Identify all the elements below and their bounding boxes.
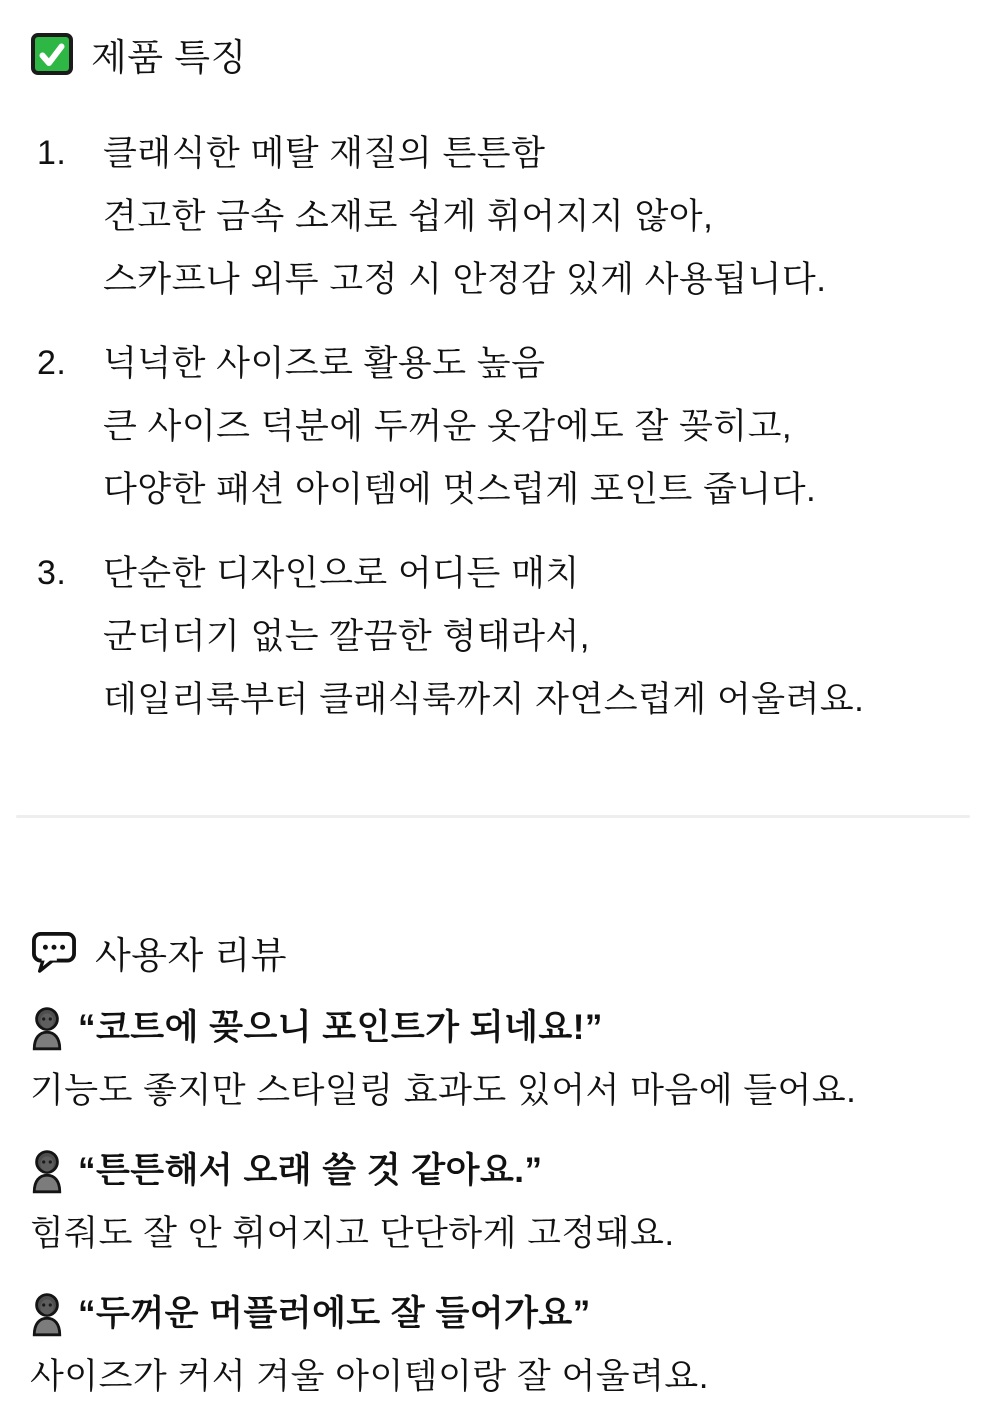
review-item — [30, 1139, 970, 1265]
features-heading — [30, 30, 970, 78]
features-heading-label: 제품 특징 — [91, 37, 247, 78]
reviews-heading-label: 사용자 리뷰 — [95, 935, 287, 976]
feature-title: 넉넉한 사이즈로 활용도 높음 — [103, 344, 546, 383]
bust-in-silhouette-icon — [30, 1148, 64, 1194]
feature-title: 클래식한 메탈 재질의 튼튼함 — [103, 134, 546, 173]
review-quote-row — [30, 996, 970, 1059]
feature-title: 단순한 디자인으로 어디든 매치 — [103, 554, 580, 593]
review-item — [30, 1282, 970, 1408]
reviews-body — [30, 996, 970, 1408]
feature-detail-line: 군더더기 없는 깔끔한 형태라서, — [103, 617, 590, 656]
review-item — [30, 996, 970, 1122]
feature-item — [30, 542, 970, 731]
bust-in-silhouette-icon — [30, 1291, 64, 1337]
feature-detail-line: 스카프나 외투 고정 시 안정감 있게 사용됩니다. — [103, 260, 827, 299]
feature-number: 1. — [37, 134, 67, 172]
reviews-heading — [30, 928, 970, 976]
review-quote-row — [30, 1139, 970, 1202]
speech-balloon-icon — [30, 931, 78, 973]
review-comment: 사이즈가 커서 겨울 아이템이랑 잘 어울려요. — [30, 1357, 709, 1396]
feature-detail-line: 다양한 패션 아이템에 멋스럽게 포인트 줍니다. — [103, 470, 817, 509]
feature-number: 2. — [37, 344, 67, 382]
bust-in-silhouette-icon — [30, 1005, 64, 1051]
feature-item — [30, 122, 970, 311]
feature-detail-line: 큰 사이즈 덕분에 두꺼운 옷감에도 잘 꽂히고, — [103, 407, 793, 446]
review-quote-row — [30, 1282, 970, 1345]
feature-number: 3. — [37, 554, 67, 592]
feature-list — [30, 122, 970, 731]
review-comment: 힘줘도 잘 안 휘어지고 단단하게 고정돼요. — [30, 1214, 675, 1253]
review-quote-text: “두꺼운 머플러에도 잘 들어가요” — [78, 1294, 591, 1333]
section-divider — [16, 815, 970, 818]
feature-item — [30, 332, 970, 521]
review-comment: 기능도 좋지만 스타일링 효과도 있어서 마음에 들어요. — [30, 1071, 857, 1110]
review-quote-text: “코트에 꽂으니 포인트가 되네요!” — [78, 1008, 603, 1047]
review-quote-text: “튼튼해서 오래 쓸 것 같아요.” — [78, 1151, 543, 1190]
feature-detail-line: 견고한 금속 소재로 쉽게 휘어지지 않아, — [103, 197, 714, 236]
check-mark-button-icon — [30, 32, 74, 76]
feature-detail-line: 데일리룩부터 클래식룩까지 자연스럽게 어울려요. — [103, 680, 865, 719]
